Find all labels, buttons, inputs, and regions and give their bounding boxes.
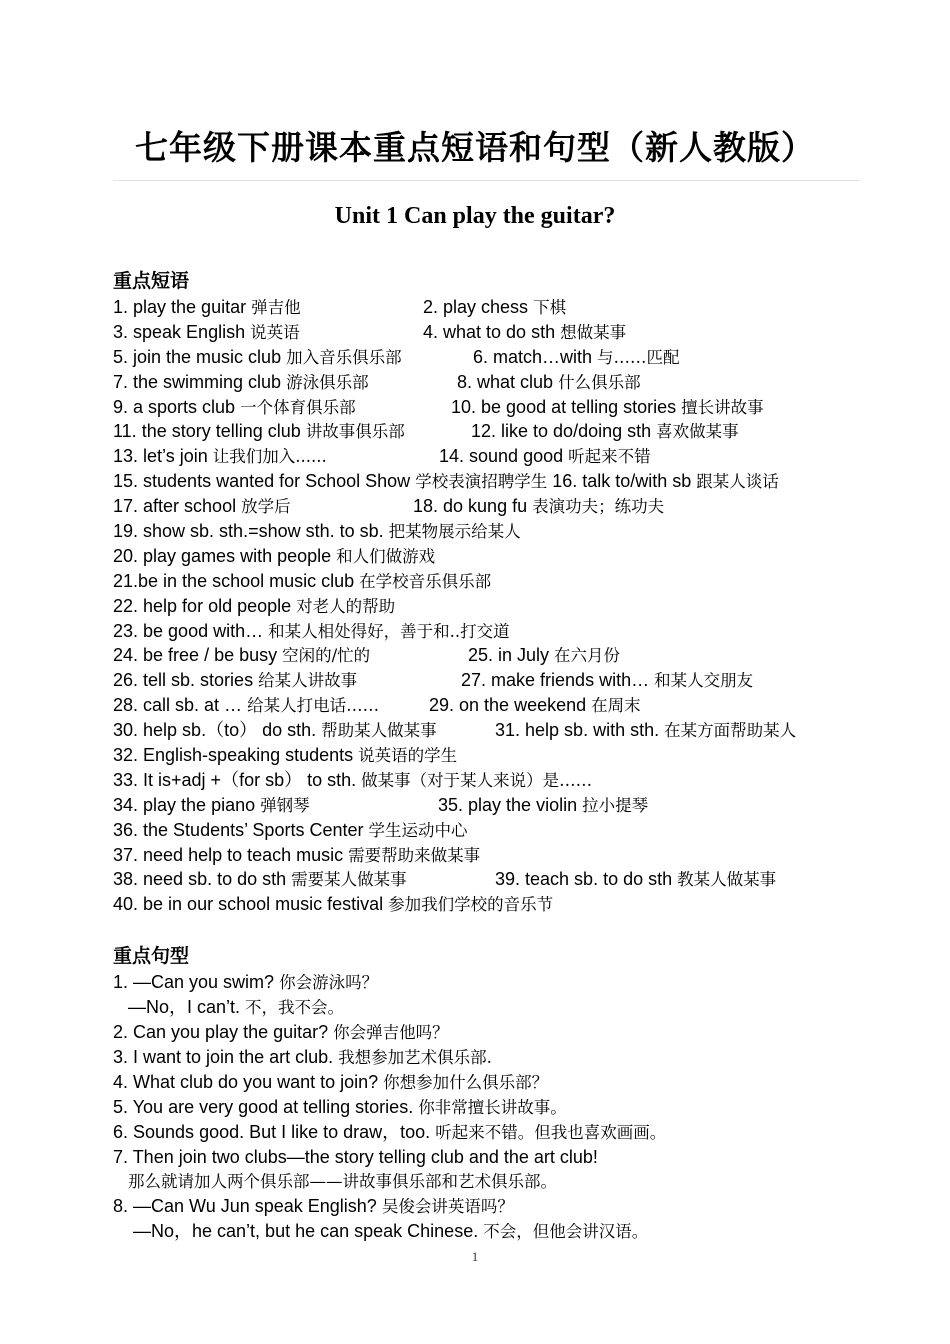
phrase-chinese: 听起来不错 — [568, 447, 651, 467]
phrase-english: 35. play the violin — [438, 794, 583, 815]
sentence-list — [113, 970, 903, 1244]
phrase-english: 37. need help to teach music — [113, 844, 349, 865]
document-body — [113, 268, 903, 1244]
sentence-english: 6. Sounds good. But I like to draw，too. — [113, 1121, 436, 1142]
title-divider — [113, 180, 860, 181]
phrase-english: 9. a sports club — [113, 396, 241, 417]
phrase-row — [113, 718, 903, 743]
sentence-english: 1. —Can you swim? — [113, 972, 280, 993]
page-number: 1 — [471, 1249, 479, 1264]
phrase-row — [113, 867, 903, 892]
phrase-row — [113, 320, 903, 345]
phrase-english: 6. match…with — [473, 346, 598, 367]
phrase-english: 39. teach sb. to do sth — [495, 869, 678, 890]
sentence-chinese: 那么就请加人两个俱乐部——讲故事俱乐部和艺术俱乐部。 — [128, 1172, 558, 1192]
phrase-english: 29. on the weekend — [429, 695, 592, 716]
phrase-second-column — [495, 867, 776, 893]
phrase-english: 12. like to do/doing sth — [471, 421, 657, 442]
phrase-english: 24. be free / be busy — [113, 645, 283, 666]
sentence-english: 2. Can you play the guitar? — [113, 1022, 334, 1043]
sentence-row — [113, 1194, 903, 1219]
phrase-english: 27. make friends with… — [461, 670, 655, 691]
phrase-chinese: 什么俱乐部 — [558, 372, 641, 392]
phrase-chinese: 讲故事俱乐部 — [305, 422, 405, 442]
phrase-row — [113, 668, 903, 693]
phrase-english: 13. let’s join — [113, 446, 213, 467]
phrase-second-column — [547, 471, 779, 491]
phrase-chinese: 下棋 — [533, 298, 567, 317]
phrase-english: 28. call sb. at … — [113, 695, 248, 716]
sentence-english: —No，I can’t. — [113, 997, 246, 1018]
phrase-chinese: 与……匹配 — [597, 347, 680, 367]
phrase-english: 16. talk to/with sb — [547, 471, 697, 492]
phrase-row — [113, 370, 903, 395]
page-title: 七年级下册课本重点短语和句型（新人教版） — [135, 128, 815, 167]
phrase-english: 15. students wanted for School Show — [113, 471, 416, 492]
phrase-english: 7. the swimming club — [113, 371, 287, 392]
sentence-chinese: 吴俊会讲英语吗？ — [381, 1197, 514, 1217]
sentence-english — [113, 1171, 128, 1191]
phrase-row — [113, 519, 903, 544]
phrase-row — [113, 619, 903, 644]
sentence-row — [113, 995, 903, 1020]
phrase-chinese: 在六月份 — [554, 646, 621, 666]
section-gap — [113, 917, 903, 943]
sentence-row — [113, 1070, 903, 1095]
sentence-chinese: 不，我不会。 — [245, 998, 345, 1018]
phrase-chinese: 和人们做游戏 — [336, 546, 436, 566]
phrase-chinese: 给某人讲故事 — [258, 671, 358, 691]
sentence-english: —No，he can’t, but he can speak Chinese. — [113, 1221, 484, 1242]
sentence-row — [113, 1045, 903, 1070]
phrase-second-column — [439, 444, 651, 470]
phrase-chinese: 做某事（对于某人来说）是…… — [361, 770, 593, 790]
phrase-chinese: 学生运动中心 — [368, 820, 468, 840]
unit-title: Unit 1 Can play the guitar? — [334, 203, 616, 229]
phrase-english: 23. be good with… — [113, 620, 269, 641]
phrase-row — [113, 419, 903, 444]
sentence-chinese: 不会，但他会讲汉语。 — [483, 1222, 649, 1242]
sentence-chinese: 我想参加艺术俱乐部. — [338, 1047, 492, 1067]
phrase-row — [113, 594, 903, 619]
phrase-english: 3. speak English — [113, 321, 251, 342]
phrase-row — [113, 295, 903, 320]
phrase-second-column — [457, 370, 641, 396]
phrase-chinese: 放学后 — [241, 497, 291, 517]
phrase-chinese: 说英语 — [250, 322, 300, 342]
phrase-chinese: 喜欢做某事 — [656, 422, 739, 442]
phrase-english: 11. the story telling club — [113, 421, 306, 442]
phrase-chinese: 在某方面帮助某人 — [664, 721, 797, 741]
phrase-chinese: 参加我们学校的音乐节 — [388, 895, 554, 915]
phrase-second-column — [451, 395, 764, 421]
phrase-chinese: 表演功夫；练功夫 — [532, 497, 665, 517]
sentences-heading: 重点句型 — [113, 945, 190, 968]
phrase-row — [113, 469, 903, 494]
phrase-english: 36. the Students’ Sports Center — [113, 819, 369, 840]
phrase-chinese: 在学校音乐俱乐部 — [359, 571, 492, 591]
sentence-chinese: 你想参加什么俱乐部？ — [383, 1072, 549, 1092]
phrase-chinese: 把某物展示给某人 — [388, 522, 521, 542]
phrase-row — [113, 892, 903, 917]
phrase-chinese: 拉小提琴 — [582, 795, 649, 815]
sentence-english: 5. You are very good at telling stories. — [113, 1096, 419, 1117]
phrase-chinese: 和某人相处得好，善于和..打交道 — [268, 621, 510, 641]
sentence-chinese: 你会游泳吗？ — [279, 973, 379, 993]
phrase-chinese: 跟某人谈话 — [696, 472, 779, 492]
phrase-chinese: 弹钢琴 — [260, 795, 310, 815]
sentence-row — [113, 1120, 903, 1145]
phrase-english: 4. what to do sth — [423, 321, 561, 342]
phrase-english: 21.be in the school music club — [113, 570, 360, 591]
phrase-chinese: 学校表演招聘学生 — [415, 472, 548, 492]
phrase-english: 20. play games with people — [113, 545, 337, 566]
sentence-english: 3. I want to join the art club. — [113, 1046, 339, 1067]
phrase-second-column — [473, 345, 680, 371]
sentence-row — [113, 1020, 903, 1045]
phrase-row — [113, 793, 903, 818]
phrase-chinese: 空闲的/忙的 — [282, 646, 371, 666]
phrase-row — [113, 693, 903, 718]
phrase-english: 40. be in our school music festival — [113, 894, 389, 915]
phrase-row — [113, 345, 903, 370]
phrases-heading: 重点短语 — [113, 270, 190, 292]
phrase-english: 17. after school — [113, 496, 242, 517]
phrase-row — [113, 768, 903, 793]
phrase-row — [113, 643, 903, 668]
phrase-list — [113, 295, 903, 917]
sentence-row — [113, 970, 903, 995]
sentence-row — [113, 1095, 903, 1120]
sentence-row — [113, 1219, 903, 1244]
phrase-english: 22. help for old people — [113, 595, 297, 616]
phrase-row — [113, 843, 903, 868]
phrase-english: 26. tell sb. stories — [113, 670, 259, 691]
phrase-second-column — [423, 320, 626, 346]
sentence-english: 8. —Can Wu Jun speak English? — [113, 1196, 382, 1217]
phrase-chinese: 想做某事 — [560, 322, 627, 342]
sentence-chinese: 你非常擅长讲故事。 — [418, 1097, 567, 1117]
phrase-chinese: 给某人打电话…… — [247, 696, 380, 716]
phrase-chinese: 和某人交朋友 — [654, 671, 754, 691]
phrase-second-column — [413, 494, 664, 520]
phrase-row — [113, 818, 903, 843]
sentence-row — [113, 1169, 903, 1194]
phrase-english: 38. need sb. to do sth — [113, 869, 292, 890]
phrase-english: 32. English-speaking students — [113, 745, 359, 766]
phrase-row — [113, 494, 903, 519]
phrase-chinese: 加入音乐俱乐部 — [286, 347, 402, 367]
phrase-english: 14. sound good — [439, 446, 569, 467]
phrase-english: 25. in July — [468, 645, 555, 666]
phrase-chinese: 教某人做某事 — [677, 870, 777, 890]
phrase-english: 1. play the guitar — [113, 297, 252, 317]
phrase-second-column — [423, 295, 566, 321]
phrase-row — [113, 444, 903, 469]
phrase-second-column — [438, 793, 648, 819]
phrase-row — [113, 544, 903, 569]
phrase-english: 31. help sb. with sth. — [495, 720, 665, 741]
phrase-chinese: 让我们加入...... — [212, 447, 327, 467]
phrase-row — [113, 743, 903, 768]
phrase-english: 2. play chess — [423, 297, 534, 317]
phrase-english: 8. what club — [457, 371, 559, 392]
phrase-chinese: 在周末 — [591, 696, 641, 716]
phrase-row — [113, 569, 903, 594]
phrase-english: 33. It is+adj +（for sb） to sth. — [113, 769, 362, 790]
phrase-english: 10. be good at telling stories — [451, 396, 682, 417]
phrase-english: 18. do kung fu — [413, 496, 533, 517]
phrase-chinese: 对老人的帮助 — [296, 596, 396, 616]
sentence-row — [113, 1145, 903, 1170]
sentence-english: 4. What club do you want to join? — [113, 1071, 384, 1092]
phrase-second-column — [471, 419, 739, 445]
phrase-second-column — [468, 643, 620, 669]
phrase-chinese: 需要某人做某事 — [291, 870, 407, 890]
phrase-chinese: 弹吉他 — [251, 298, 301, 317]
phrase-english: 30. help sb.（to） do sth. — [113, 720, 322, 741]
phrase-english: 5. join the music club — [113, 346, 287, 367]
phrase-second-column — [429, 693, 641, 719]
phrase-english: 19. show sb. sth.=show sth. to sb. — [113, 521, 389, 542]
phrase-row — [113, 395, 903, 420]
phrase-chinese: 游泳俱乐部 — [286, 372, 369, 392]
phrase-chinese: 擅长讲故事 — [681, 397, 764, 417]
phrase-chinese: 需要帮助来做某事 — [348, 845, 481, 865]
phrase-chinese: 说英语的学生 — [358, 746, 458, 766]
sentence-chinese: 听起来不错。但我也喜欢画画。 — [435, 1122, 667, 1142]
sentence-chinese: 你会弹吉他吗？ — [333, 1023, 449, 1043]
sentence-english: 7. Then join two clubs—the story telling club and the art club! — [113, 1146, 598, 1167]
phrase-second-column — [461, 668, 753, 694]
phrase-second-column — [495, 718, 796, 744]
phrase-chinese: 一个体育俱乐部 — [240, 397, 356, 417]
phrase-chinese: 帮助某人做某事 — [321, 721, 437, 741]
phrase-english: 34. play the piano — [113, 794, 261, 815]
